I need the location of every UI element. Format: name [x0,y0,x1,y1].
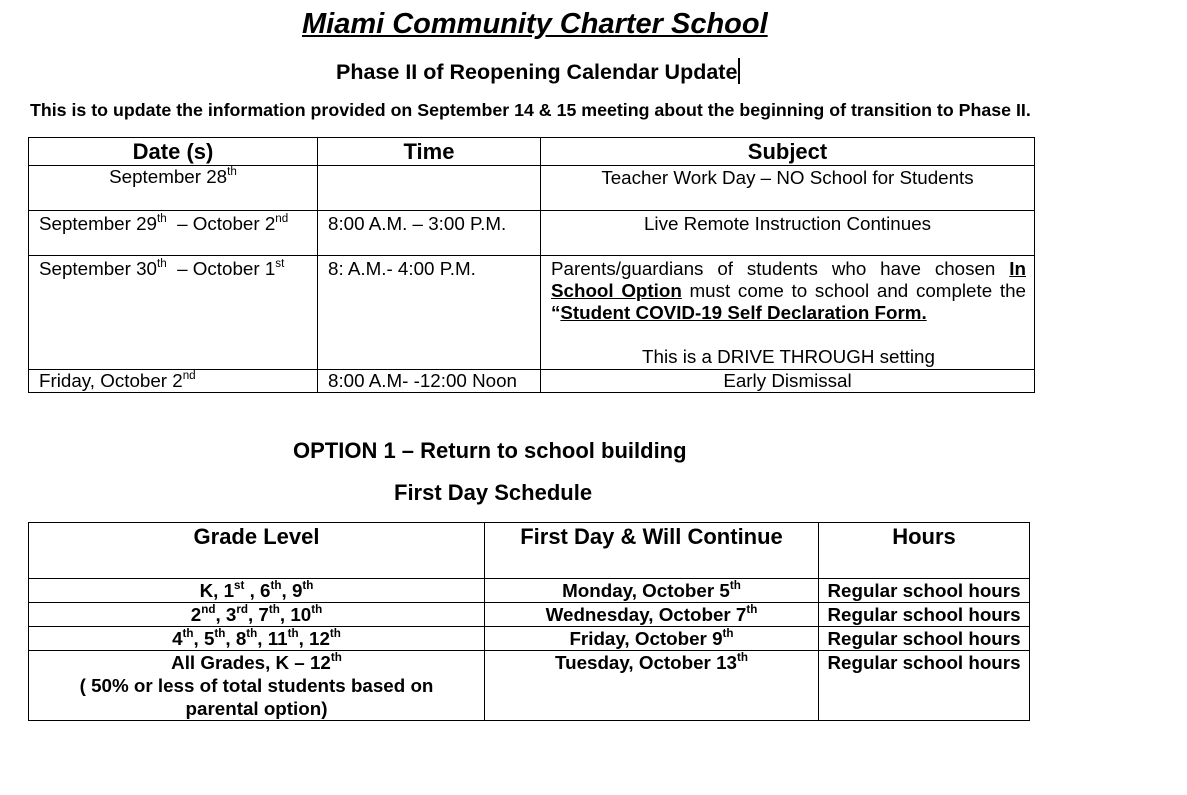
calendar-update-heading-text: Phase II of Reopening Calendar Update [336,60,738,84]
time-cell: 8:00 A.M- -12:00 Noon [318,370,541,393]
ordinal-suffix: th [736,650,748,664]
intro-text: This is to update the information provided on September 14 & 15 meeting about the beginning of transition to Phase II. [30,100,1031,120]
ordinal-suffix: th [329,626,341,640]
ordinal-suffix: th [330,650,342,664]
first-day-cell [485,651,819,721]
grade-text: , 11 [257,628,288,649]
calendar-row [29,166,1035,211]
option-heading: OPTION 1 – Return to school building [293,438,687,463]
first-day-text: Wednesday, October 7 [545,604,747,625]
grade-text: All Grades, K – 12 [171,652,331,673]
ordinal-suffix: th [156,211,167,225]
first-day-cell [485,603,819,627]
hours-cell: Regular school hours [819,627,1030,651]
declaration-form-name: Student COVID-19 Self Declaration Form. [560,302,927,323]
grade-text: , 3 [215,604,237,625]
grade-cell [29,603,485,627]
ordinal-suffix: th [214,626,226,640]
ordinal-suffix: th [156,256,167,270]
ordinal-suffix: nd [201,602,216,616]
schedule-row [29,651,1030,721]
subject-cell: Live Remote Instruction Continues [541,211,1035,256]
calendar-table [28,137,1035,393]
ordinal-suffix: th [302,578,314,592]
school-title: Miami Community Charter School [302,8,768,40]
subject-text: must come to school and complete the [681,280,1026,301]
grade-text: , 6 [244,580,271,601]
hours-cell: Regular school hours [819,603,1030,627]
grade-text: , 7 [248,604,269,625]
date-text: Friday, October 2 [39,370,183,391]
hours-cell: Regular school hours [819,651,1030,721]
date-text: September 30 [39,258,157,279]
first-day-schedule-heading: First Day Schedule [394,480,593,505]
first-day-text: Monday, October 5 [562,580,730,601]
calendar-row [29,370,1035,393]
time-cell: 8:00 A.M. – 3:00 P.M. [318,211,541,256]
subject-cell [541,256,1035,370]
subject-instructions [551,258,1026,324]
grade-text: , 10 [279,604,312,625]
ordinal-suffix: st [234,578,245,592]
ordinal-suffix: st [275,256,285,270]
text-cursor [738,58,740,84]
grade-cell [29,651,485,721]
schedule-header-row [29,523,1030,579]
ordinal-suffix: th [246,626,258,640]
calendar-row [29,256,1035,370]
subject-column-header: Subject [541,138,1035,166]
subject-cell: Teacher Work Day – NO School for Students [541,166,1035,211]
first-day-cell [485,579,819,603]
ordinal-suffix: nd [182,368,196,382]
grade-text: , 5 [193,628,215,649]
grade-text: , 12 [298,628,330,649]
grade-text: 2 [190,604,202,625]
first-day-header: First Day & Will Continue [485,523,819,579]
ordinal-suffix: th [270,578,282,592]
ordinal-suffix: th [227,164,237,178]
date-cell [29,166,318,211]
date-text: – October 2 [166,213,276,234]
first-day-schedule-table [28,522,1030,721]
grade-text: , 9 [281,580,303,601]
time-column-header: Time [318,138,541,166]
grade-cell [29,627,485,651]
date-text: – October 1 [166,258,276,279]
date-cell [29,211,318,256]
ordinal-suffix: th [268,602,280,616]
ordinal-suffix: nd [275,211,289,225]
time-cell: 8: A.M.- 4:00 P.M. [318,256,541,370]
calendar-header-row [29,138,1035,166]
subject-text: Parents/guardians of students who have chosen [551,258,1010,279]
ordinal-suffix: th [729,578,741,592]
grade-cell [29,579,485,603]
quote-mark: “ [551,302,561,323]
schedule-row [29,627,1030,651]
grade-text: K, 1 [199,580,235,601]
date-cell [29,256,318,370]
in-school-option-text: In School Option [551,258,1026,301]
grade-level-header: Grade Level [29,523,485,579]
grade-note: ( 50% or less of total students based on parental option) [79,675,434,719]
first-day-text: Tuesday, October 13 [555,652,737,673]
schedule-row [29,603,1030,627]
ordinal-suffix: th [722,626,734,640]
first-day-cell [485,627,819,651]
ordinal-suffix: rd [236,602,248,616]
calendar-row [29,211,1035,256]
date-column-header: Date (s) [29,138,318,166]
ordinal-suffix: th [311,602,323,616]
ordinal-suffix: th [287,626,299,640]
grade-text: 4 [172,628,183,649]
drive-through-note: This is a DRIVE THROUGH setting [642,346,935,367]
time-cell [318,166,541,211]
first-day-text: Friday, October 9 [569,628,723,649]
schedule-row [29,579,1030,603]
grade-text: , 8 [225,628,247,649]
hours-header: Hours [819,523,1030,579]
date-cell [29,370,318,393]
calendar-update-heading [336,58,740,85]
subject-cell: Early Dismissal [541,370,1035,393]
ordinal-suffix: th [182,626,194,640]
hours-cell: Regular school hours [819,579,1030,603]
date-text: September 28 [109,166,228,187]
ordinal-suffix: th [746,602,758,616]
date-text: September 29 [39,213,157,234]
